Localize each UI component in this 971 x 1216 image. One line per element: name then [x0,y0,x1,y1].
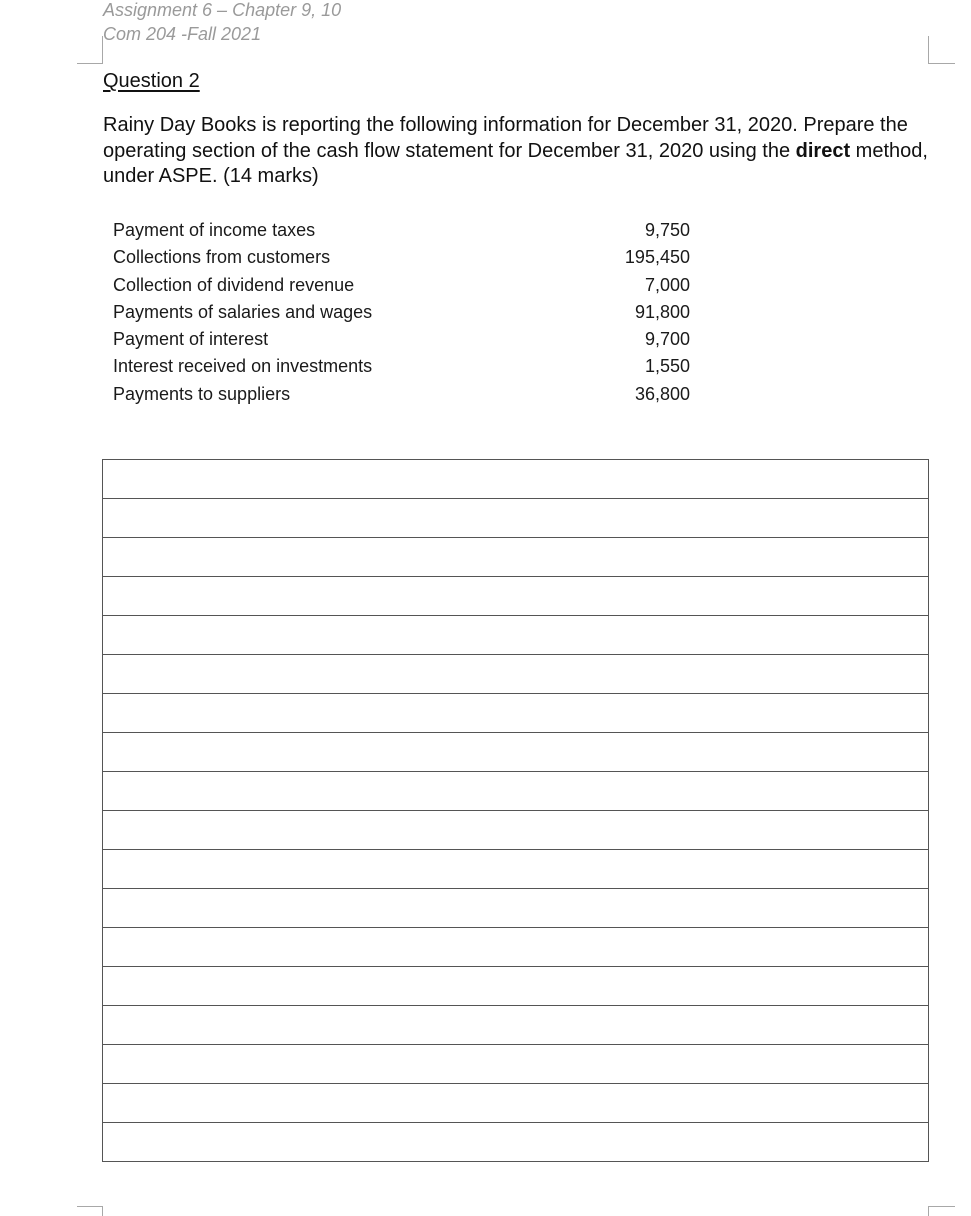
transaction-amount: 91,800 [634,301,690,322]
transaction-label: Payment of income taxes [113,220,316,240]
page-corner-mark [928,1206,929,1216]
transaction-list [113,217,693,408]
answer-cell[interactable] [103,1123,929,1162]
answer-row [103,577,929,616]
answer-row [103,1045,929,1084]
transaction-label: Collections from customers [113,247,331,268]
question-title: Question 2 [103,70,200,92]
page-corner-mark [102,36,103,63]
answer-row [103,538,929,577]
page-corner-mark [77,1206,103,1207]
transaction-amount: 1,550 [644,356,690,377]
transaction-row [113,217,693,244]
header-course-term: Com 204 -Fall 2021 [103,24,262,44]
answer-row [103,811,929,850]
answer-cell[interactable] [103,928,929,967]
transaction-row [113,272,693,299]
question-text-part: method, under ASPE. (14 marks) [103,139,928,187]
answer-cell[interactable] [103,538,929,577]
transaction-label: Payment of interest [113,329,269,350]
answer-row [103,889,929,928]
transaction-label: Collection of dividend revenue [113,274,355,295]
answer-cell[interactable] [103,889,929,928]
answer-cell[interactable] [103,1006,929,1045]
transaction-label: Payments of salaries and wages [113,301,373,322]
question-text [103,113,933,190]
answer-row [103,499,929,538]
answer-cell[interactable] [103,499,929,538]
answer-row [103,850,929,889]
header-assignment-title: Assignment 6 – Chapter 9, 10 [103,0,342,20]
transaction-amount: 195,450 [624,247,690,268]
answer-cell[interactable] [103,655,929,694]
answer-row [103,1006,929,1045]
answer-cell[interactable] [103,1084,929,1123]
answer-row [103,460,929,499]
transaction-label: Interest received on investments [113,356,373,377]
answer-cell[interactable] [103,616,929,655]
transaction-row [113,381,693,408]
answer-cell[interactable] [103,967,929,1006]
answer-cell[interactable] [103,811,929,850]
answer-cell[interactable] [103,850,929,889]
answer-table [102,459,929,1162]
transaction-amount: 36,800 [634,383,690,404]
transaction-amount: 7,000 [644,274,690,295]
transaction-row [113,244,693,271]
answer-row [103,928,929,967]
answer-row [103,1123,929,1162]
question-text-part: Rainy Day Books is reporting the following information for December 31, 2020. Prepare the operating section of the cash flow statement for December 31, 2020 using the [103,114,908,162]
transaction-row [113,299,693,326]
page-corner-mark [928,63,955,64]
answer-row [103,655,929,694]
answer-cell[interactable] [103,694,929,733]
answer-cell[interactable] [103,1045,929,1084]
answer-row [103,967,929,1006]
answer-cell[interactable] [103,733,929,772]
answer-cell[interactable] [103,460,929,499]
page-corner-mark [928,36,929,63]
answer-row [103,772,929,811]
answer-row [103,733,929,772]
page-corner-mark [928,1206,955,1207]
answer-cell[interactable] [103,577,929,616]
transaction-row [113,353,693,380]
answer-row [103,1084,929,1123]
answer-cell[interactable] [103,772,929,811]
transaction-label: Payments to suppliers [113,383,291,404]
answer-row [103,616,929,655]
transaction-amount: 9,750 [644,220,690,240]
answer-row [103,694,929,733]
question-text-bold: direct [795,139,851,162]
transaction-row [113,326,693,353]
transaction-amount: 9,700 [644,329,690,350]
page-corner-mark [102,1206,103,1216]
page-corner-mark [77,63,103,64]
